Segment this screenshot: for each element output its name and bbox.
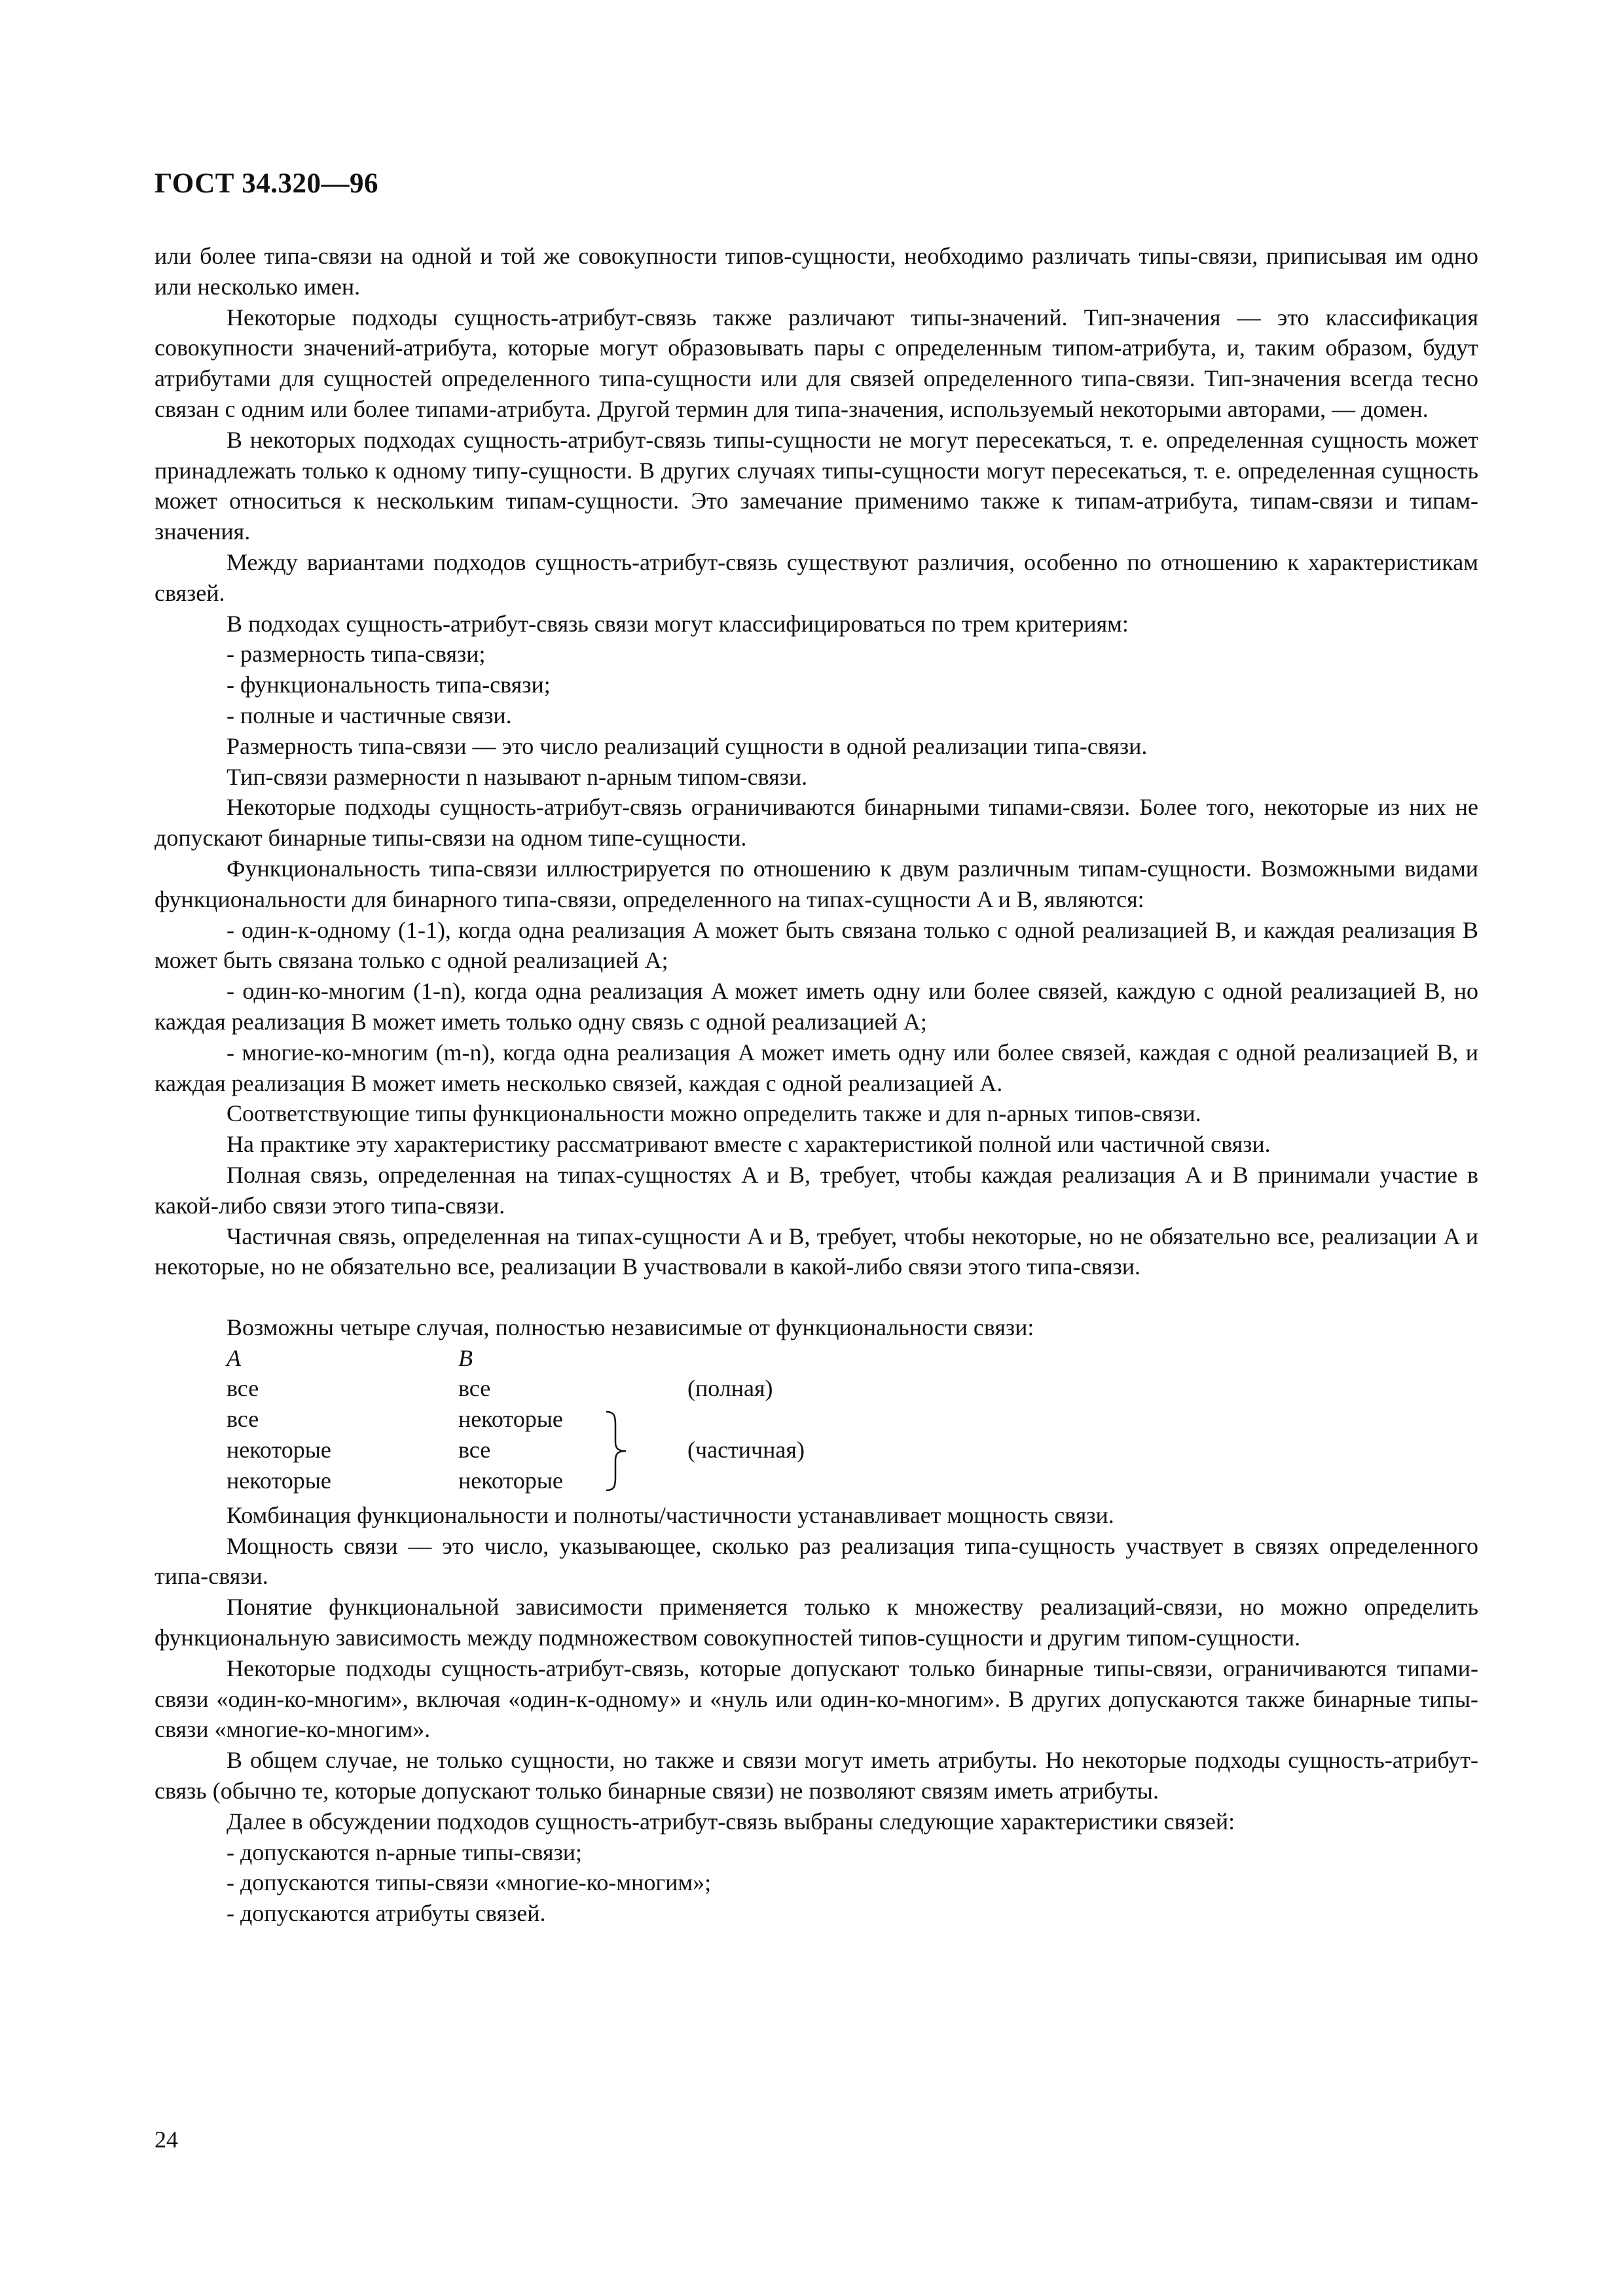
paragraph: Комбинация функциональности и полноты/частичности устанавливает мощность связи. xyxy=(227,1501,1114,1528)
list-item: - допускаются типы-связи «многие-ко-многим»; xyxy=(227,1869,712,1896)
case-b: некоторые xyxy=(458,1467,563,1494)
paragraph: В некоторых подходах сущность-атрибут-связь типы-сущности не могут пересекаться, т. е. определенная сущность может принадлежать только к одному типу-сущности. В других случаях типы-сущности могут пересекаться, т. е. определенная сущность может относиться к нескольким типам-сущности. Это замечание применимо также к типам-атрибута, типам-связи и типам-значения. xyxy=(155,426,1478,545)
case-a: все xyxy=(227,1405,259,1432)
paragraph: Некоторые подходы сущность-атрибут-связь, которые допускают только бинарные типы-связи, ограничиваются типами-связи «один-ко-многим», включая «один-к-одному» и «нуль или один-ко-многим». В других допускаются также бинарные типы-связи «многие-ко-многим». xyxy=(155,1655,1478,1743)
paragraph: В общем случае, не только сущности, но также и связи могут иметь атрибуты. Но некоторые подходы сущность-атрибут-связь (обычно те, которые допускают только бинарные связи) не позволяют связям иметь атрибуты. xyxy=(155,1747,1478,1804)
paragraph: Тип-связи размерности n называют n-арным типом-связи. xyxy=(227,763,808,790)
case-b: все xyxy=(458,1374,491,1401)
page-header: ГОСТ 34.320—96 xyxy=(155,168,378,199)
case-b: все xyxy=(458,1436,491,1463)
paragraph: Некоторые подходы сущность-атрибут-связь также различают типы-значений. Тип-значения — это классификация совокупности значений-атрибута, которые могут образовывать пары с определенным типом-атрибута, и, таким образом, будут атрибутами для сущностей определенного типа-сущности или для связей определенного типа-связи. Тип-значения всегда тесно связан с одним или более типами-атрибута. Другой термин для типа-значения, используемый некоторыми авторами, — домен. xyxy=(155,304,1478,422)
paragraph: Размерность типа-связи — это число реализаций сущности в одной реализации типа-связи. xyxy=(227,732,1148,759)
spacer xyxy=(155,1282,1478,1312)
list-item: - допускаются n-арные типы-связи; xyxy=(227,1839,582,1865)
case-note-full: (полная) xyxy=(687,1374,773,1401)
case-a: некоторые xyxy=(227,1436,331,1463)
paragraph: Мощность связи — это число, указывающее, сколько раз реализация типа-сущность участвует в связях определенного типа-связи. xyxy=(155,1532,1478,1590)
paragraph: Между вариантами подходов сущность-атрибут-связь существуют различия, особенно по отношению к характеристикам связей. xyxy=(155,548,1478,606)
paragraph: Полная связь, определенная на типах-сущностях A и B, требует, чтобы каждая реализация A и B принимали участие в какой-либо связи этого типа-связи. xyxy=(155,1161,1478,1219)
case-a: некоторые xyxy=(227,1467,331,1494)
list-item: - размерность типа-связи; xyxy=(227,641,486,668)
page-number: 24 xyxy=(155,2126,178,2153)
cases-intro: Возможны четыре случая, полностью независимые от функциональности связи: xyxy=(227,1314,1034,1341)
paragraph: Некоторые подходы сущность-атрибут-связь ограничиваются бинарными типами-связи. Более того, некоторые из них не допускают бинарные типы-связи на одном типе-сущности. xyxy=(155,794,1478,852)
paragraph: или более типа-связи на одной и той же совокупности типов-сущности, необходимо различать типы-связи, приписывая им одно или несколько имен. xyxy=(155,243,1478,300)
paragraph: В подходах сущность-атрибут-связь связи могут классифицироваться по трем критериям: xyxy=(227,610,1129,637)
document-body xyxy=(155,241,1478,1929)
paragraph: Функциональность типа-связи иллюстрируется по отношению к двум различным типам-сущности. Возможными видами функциональности для бинарного типа-связи, определенного на типах-сущности A и B, являются: xyxy=(155,855,1478,912)
list-item: - функциональность типа-связи; xyxy=(227,672,551,698)
column-b-header: B xyxy=(458,1344,473,1371)
cases-table xyxy=(227,1343,1478,1500)
list-item: - один-ко-многим (1-n), когда одна реализация A может иметь одну или более связей, каждую с одной реализацией B, но каждая реализация B может иметь только одну связь с одной реализацией A; xyxy=(155,978,1478,1035)
curly-brace-icon xyxy=(604,1410,630,1492)
list-item: - допускаются атрибуты связей. xyxy=(227,1900,546,1927)
paragraph: Понятие функциональной зависимости применяется только к множеству реализаций-связи, но можно определить функциональную зависимость между подмножеством совокупностей типов-сущности и другим типом-сущности. xyxy=(155,1594,1478,1651)
case-a: все xyxy=(227,1374,259,1401)
list-item: - многие-ко-многим (m-n), когда одна реализация A может иметь одну или более связей, каждая с одной реализацией B, и каждая реализация B может иметь несколько связей, каждая с одной реализацией A. xyxy=(155,1039,1478,1096)
case-note-partial: (частичная) xyxy=(687,1436,805,1463)
list-item: - полные и частичные связи. xyxy=(227,702,512,728)
paragraph: Далее в обсуждении подходов сущность-атрибут-связь выбраны следующие характеристики связей: xyxy=(227,1808,1235,1835)
case-b: некоторые xyxy=(458,1405,563,1432)
paragraph: На практике эту характеристику рассматривают вместе с характеристикой полной или частичной связи. xyxy=(227,1131,1271,1158)
paragraph: Соответствующие типы функциональности можно определить также и для n-арных типов-связи. xyxy=(227,1100,1201,1127)
list-item: - один-к-одному (1-1), когда одна реализация A может быть связана только с одной реализацией B, и каждая реализация B может быть связана только с одной реализацией A; xyxy=(155,916,1478,974)
column-a-header: A xyxy=(227,1344,241,1371)
paragraph: Частичная связь, определенная на типах-сущности A и B, требует, чтобы некоторые, но не обязательно все, реализации A и некоторые, но не обязательно все, реализации B участвовали в какой-либо связи этого типа-связи. xyxy=(155,1223,1478,1280)
